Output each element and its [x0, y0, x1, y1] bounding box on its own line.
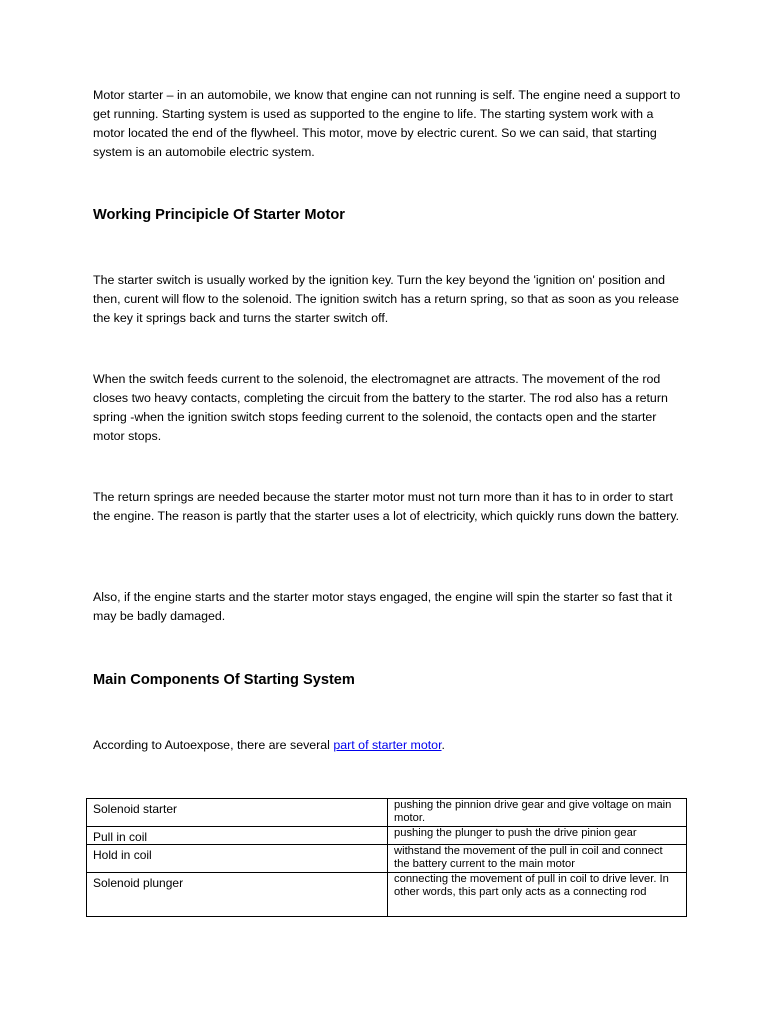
component-name: Solenoid plunger	[87, 873, 388, 917]
components-intro-period: .	[441, 738, 445, 752]
working-principle-heading: Working Principicle Of Starter Motor	[93, 207, 345, 223]
components-intro-text: According to Autoexpose, there are several	[93, 738, 334, 752]
main-components-heading: Main Components Of Starting System	[93, 672, 355, 688]
component-description: pushing the pinnion drive gear and give voltage on main motor.	[388, 799, 687, 827]
component-description: withstand the movement of the pull in coil and connect the battery current to the main motor	[388, 845, 687, 873]
table-row	[87, 827, 687, 845]
table-row	[87, 845, 687, 873]
components-table	[86, 798, 687, 917]
starter-motor-parts-link[interactable]: part of starter motor	[333, 738, 442, 752]
component-name: Hold in coil	[87, 845, 388, 873]
working-paragraph-1: The starter switch is usually worked by the ignition key. Turn the key beyond the 'ignition on' position and then, curent will flow to the solenoid. The ignition switch has a return spring, so that as soon as you release the key it springs back and turns the starter switch off.	[93, 273, 679, 325]
table-row	[87, 799, 687, 827]
component-name: Solenoid starter	[87, 799, 388, 827]
working-paragraph-3: The return springs are needed because the starter motor must not turn more than it has to in order to start the engine. The reason is partly that the starter uses a lot of electricity, which quickly runs down the battery.	[93, 490, 680, 523]
component-description: pushing the plunger to push the drive pinion gear	[388, 827, 687, 845]
components-intro-paragraph	[93, 736, 683, 755]
table-row	[87, 873, 687, 917]
component-description: connecting the movement of pull in coil to drive lever. In other words, this part only acts as a connecting rod	[388, 873, 687, 917]
working-paragraph-4: Also, if the engine starts and the starter motor stays engaged, the engine will spin the starter so fast that it may be badly damaged.	[93, 590, 673, 623]
component-name: Pull in coil	[87, 827, 388, 845]
working-paragraph-2: When the switch feeds current to the solenoid, the electromagnet are attracts. The movement of the rod closes two heavy contacts, completing the circuit from the battery to the starter. The rod also has a return spring -when the ignition switch stops feeding current to the solenoid, the contacts open and the starter motor stops.	[93, 372, 668, 443]
intro-paragraph: Motor starter – in an automobile, we know that engine can not running is self. The engine need a support to get running. Starting system is used as supported to the engine to life. The starting system work with a motor located the end of the flywheel. This motor, move by electric curent. So we can said, that starting system is an automobile electric system.	[93, 88, 681, 159]
